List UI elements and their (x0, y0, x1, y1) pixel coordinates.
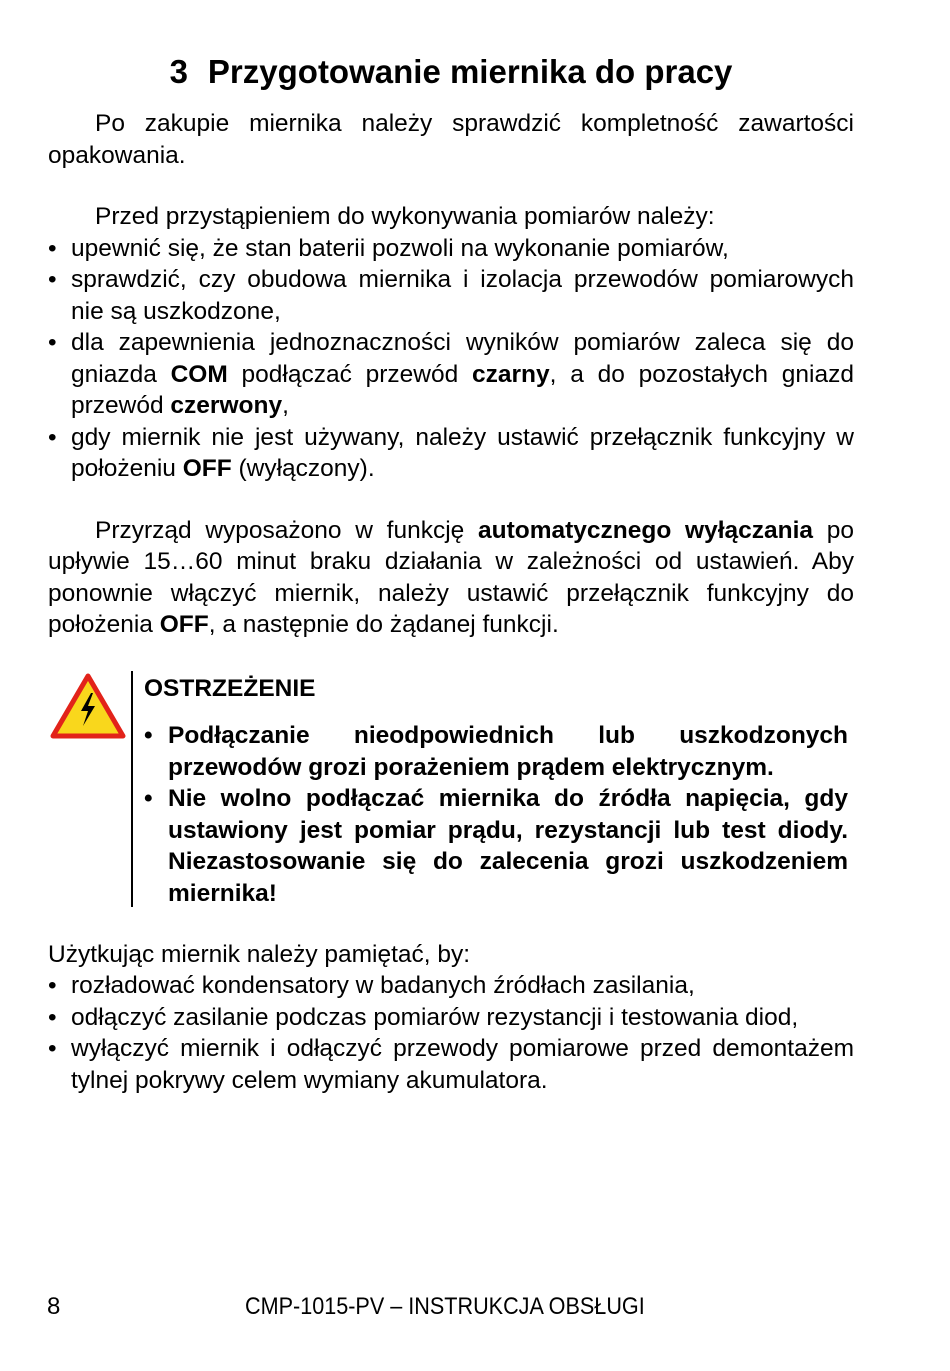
off-position-label: OFF (182, 455, 232, 482)
list-item: • wyłączyć miernik i odłączyć przewody pomiarowe przed demontażem tylnej pokrywy celem wymiany akumulatora. (48, 1035, 854, 1094)
off-position-label: OFF (159, 611, 209, 638)
page-content (48, 52, 854, 1096)
warning-divider (131, 671, 133, 907)
usage-lead: Użytkując miernik należy pamiętać, by: (48, 940, 471, 968)
list-item: • sprawdzić, czy obudowa miernika i izolacja przewodów pomiarowych nie są uszkodzone, (48, 266, 854, 325)
bullet-icon: • (48, 423, 57, 451)
auto-off-paragraph: Przyrząd wyposażono w funkcję automatycznego wyłączania po upływie 15…60 minut braku działania w zależności od ustawień. Aby ponownie włączyć miernik, należy ustawić przełącznik funkcyjny do położenia OFF, a następnie do żądanej funkcji. (48, 516, 854, 638)
before-measure-lead: Przed przystąpieniem do wykonywania pomiarów należy: (95, 203, 715, 230)
list-item: • dla zapewnienia jednoznaczności wyników pomiarów zaleca się do gniazda COM podłączać przewód czarny, a do pozostałych gniazd przewód czerwony, (48, 329, 854, 419)
list-item: • upewnić się, że stan baterii pozwoli na wykonanie pomiarów, (48, 233, 854, 265)
bullet-icon: • (144, 785, 153, 812)
warning-item: • Podłączanie nieodpowiednich lub uszkodzonych przewodów grozi porażeniem prądem elektrycznym. (144, 722, 848, 781)
red-lead-label: czerwony (170, 392, 283, 419)
list-item: • gdy miernik nie jest używany, należy ustawić przełącznik funkcyjny w położeniu OFF (wyłączony). (48, 423, 854, 482)
section-title: Przygotowanie miernika do pracy (207, 53, 733, 90)
usage-list (48, 970, 854, 1096)
warning-list (144, 720, 848, 909)
bullet-icon: • (48, 1035, 57, 1062)
bullet-icon: • (48, 234, 57, 262)
auto-off-term: automatycznego wyłączania (478, 516, 814, 544)
warning-item: • Nie wolno podłączać miernika do źródła napięcia, gdy ustawiony jest pomiar prądu, rezystancji lub test diody. Niezastosowanie się do zalecenia grozi uszkodzeniem miernika! (144, 785, 848, 907)
com-socket-label: COM (170, 360, 228, 388)
intro-paragraph: Po zakupie miernika należy sprawdzić kompletność zawartości opakowania. (48, 110, 854, 169)
list-item: • odłączyć zasilanie podczas pomiarów rezystancji i testowania diod, (48, 1002, 854, 1034)
page-number: 8 (47, 1293, 61, 1320)
bullet-icon: • (48, 329, 57, 356)
document-title: CMP-1015-PV – INSTRUKCJA OBSŁUGI (245, 1293, 645, 1320)
warning-title: OSTRZEŻENIE (144, 674, 316, 702)
bullet-icon: • (48, 266, 57, 293)
bullet-icon: • (48, 972, 57, 999)
list-item: • rozładować kondensatory w badanych źródłach zasilania, (48, 970, 854, 1002)
warning-content (144, 673, 848, 910)
bullet-icon: • (144, 722, 153, 749)
high-voltage-warning-icon (50, 673, 126, 739)
warning-box (48, 671, 854, 909)
bullet-icon: • (48, 1003, 57, 1031)
section-number: 3 (169, 53, 188, 90)
black-lead-label: czarny (472, 360, 550, 388)
section-heading (48, 52, 854, 92)
before-measure-list (48, 233, 854, 485)
